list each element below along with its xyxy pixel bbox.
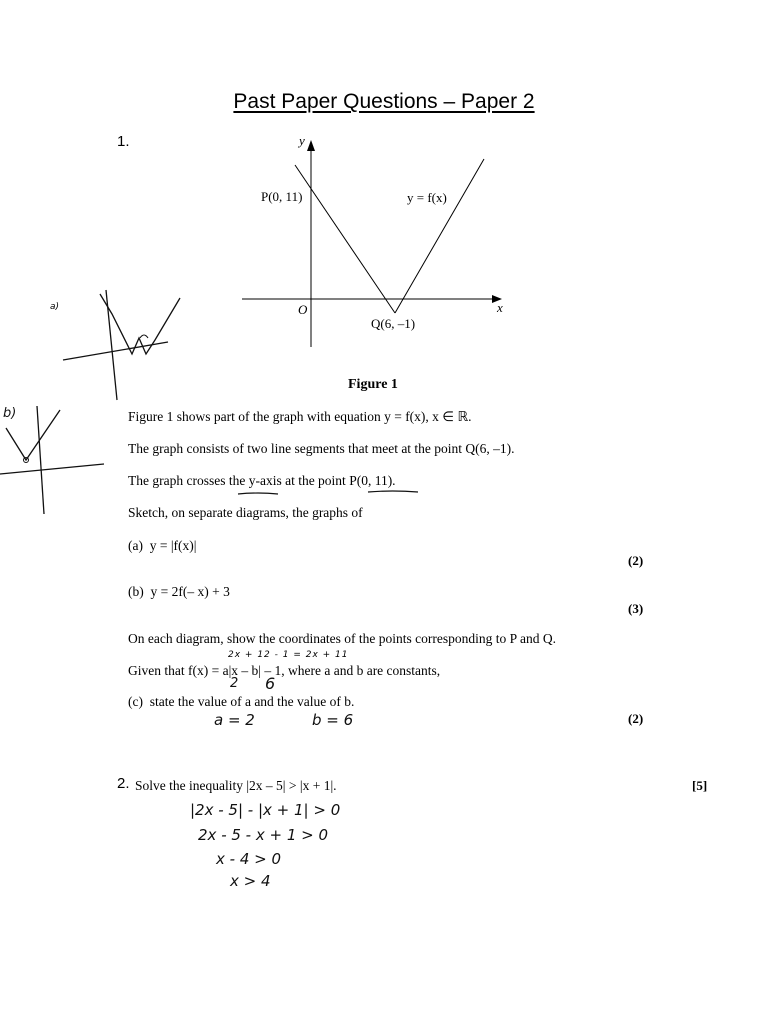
part-b [128,584,230,600]
x-axis-label: x [497,300,503,315]
graph-right-segment [395,159,484,313]
part-c-marks: (2) [628,711,644,726]
page-title: Past Paper Questions – Paper 2 [233,90,535,113]
sketch-a-label: a) [50,302,60,312]
q1-line-3: The graph crosses the y-axis at the point P(0, 11). [128,473,396,488]
sketch-b-label: b) [3,406,17,421]
question-2-marks: [5] [692,778,708,793]
q1-given-line: Given that f(x) = a|x – b| – 1, where a and b are constants, [128,663,441,678]
point-p-label: P(0, 11) [261,189,303,204]
q2-working-line-2: 2x - 5 - x + 1 > 0 [198,826,329,844]
part-a [128,538,197,554]
q1-line-2: The graph consists of two line segments that meet at the point Q(6, –1). [128,441,515,456]
question-1-number: 1. [117,133,130,150]
handwritten-answer-a: a = 2 [214,711,255,729]
q2-working-line-3: x - 4 > 0 [216,850,282,868]
figure-caption: Figure 1 [348,377,398,392]
point-q-label: Q(6, –1) [371,316,416,331]
question-2-number: 2. [117,775,130,792]
y-axis-label: y [299,133,305,148]
curve-label: y = f(x) [407,190,447,205]
part-b-marks: (3) [628,601,644,616]
q1-show-line: On each diagram, show the coordinates of the points corresponding to P and Q. [128,631,557,646]
handwritten-b-under: 6 [265,674,276,693]
origin-label: O [298,302,308,317]
q2-working-line-4: x > 4 [230,872,271,890]
handwritten-answer-b: b = 6 [312,711,354,729]
q2-working-line-1: |2x - 5| - |x + 1| > 0 [190,801,341,819]
part-a-expression: y = |f(x)| [149,538,197,553]
part-a-label: (a) [128,538,143,553]
graph-left-segment [295,165,395,313]
handwritten-sketch-a [40,280,200,410]
y-axis-arrowhead [307,140,315,151]
part-b-label: (b) [128,584,144,599]
handwritten-a-under: 2 [230,676,239,691]
handwritten-underlines [0,488,768,498]
q1-line-1: Figure 1 shows part of the graph with equation y = f(x), x ∈ ℝ. [128,409,472,424]
question-2-text: Solve the inequality |2x – 5| > |x + 1|. [135,778,337,793]
part-c-label: (c) [128,694,143,709]
part-c [128,694,354,710]
handwritten-sketch-b [0,400,120,520]
handwritten-working-above: 2x + 12 - 1 = 2x + 11 [228,650,349,660]
part-a-marks: (2) [628,553,644,568]
part-c-text: state the value of a and the value of b. [149,694,355,709]
q1-line-4: Sketch, on separate diagrams, the graphs of [128,505,363,520]
part-b-expression: y = 2f(– x) + 3 [150,584,230,599]
